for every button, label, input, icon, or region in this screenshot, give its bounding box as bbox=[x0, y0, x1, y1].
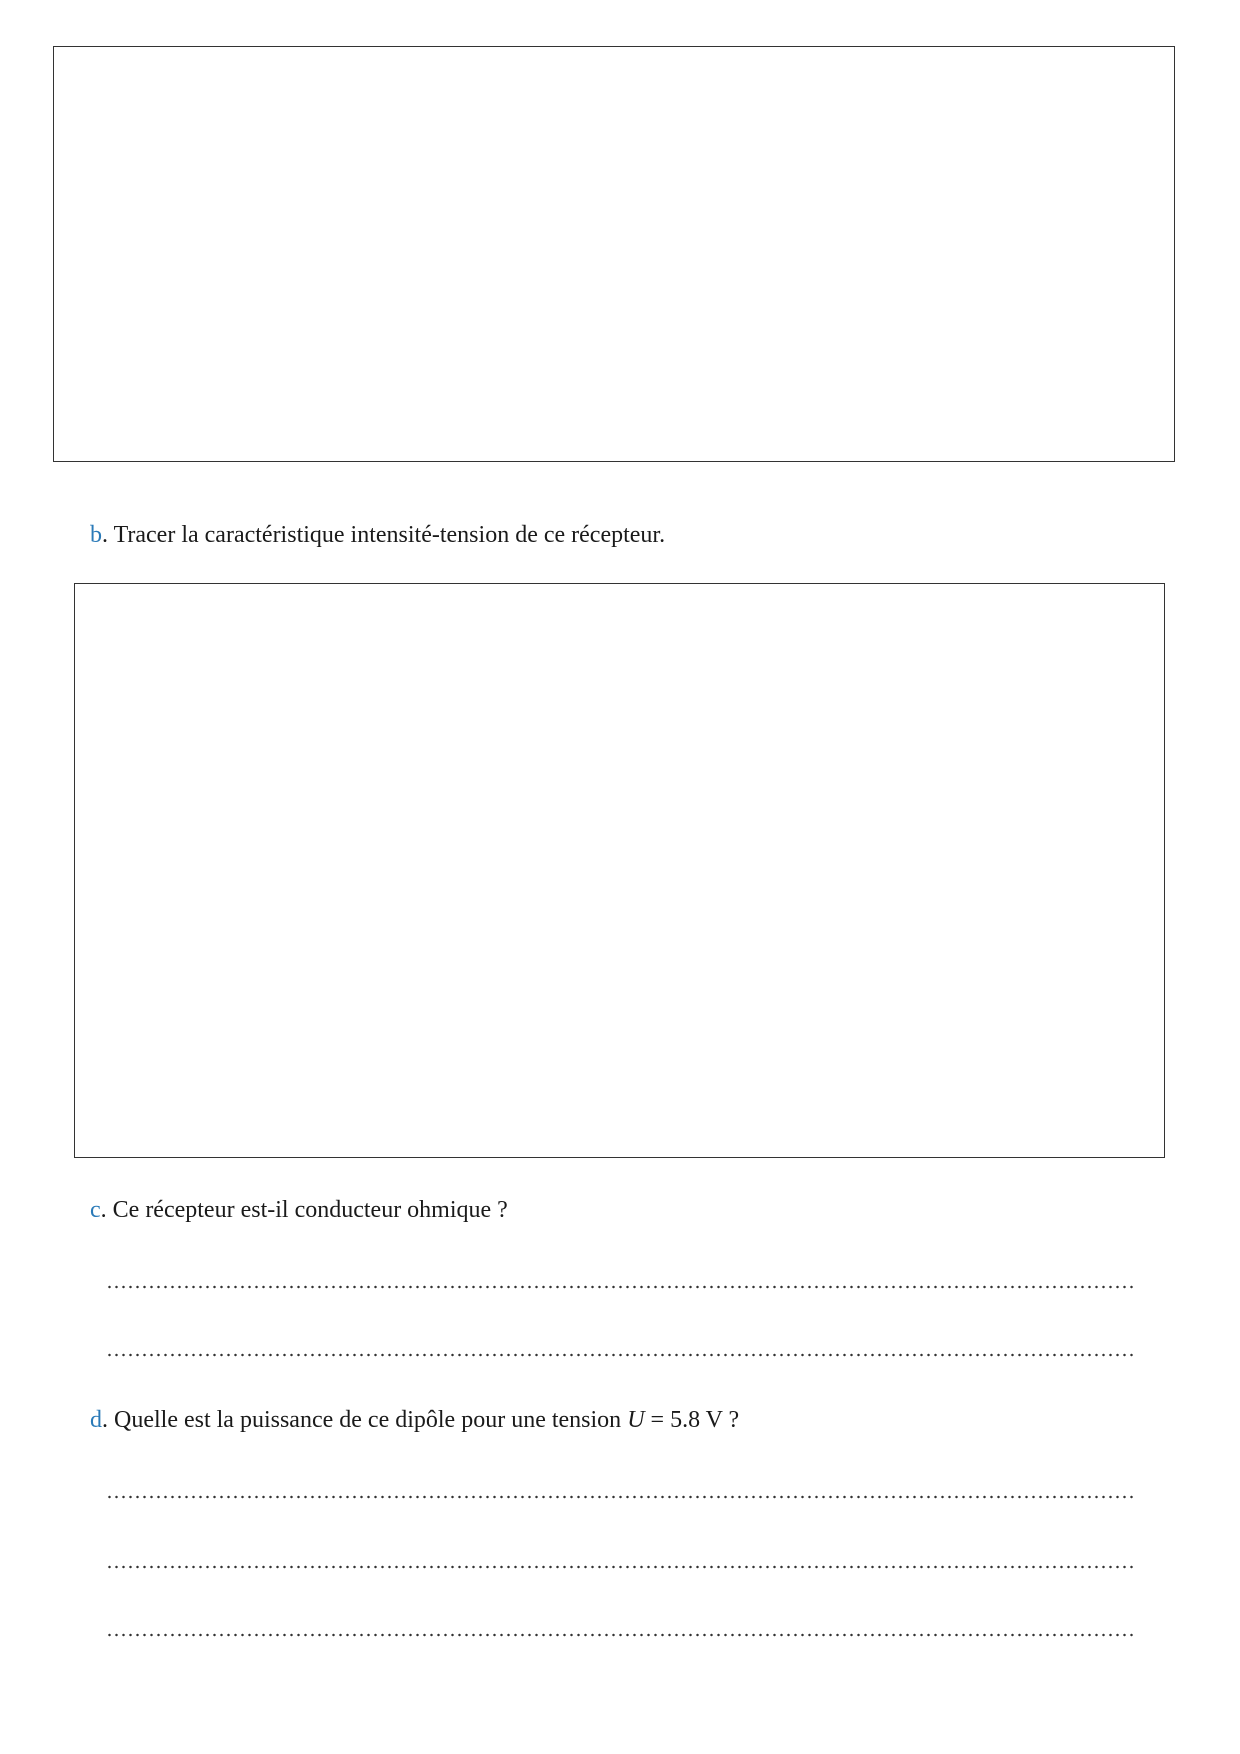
answer-line-d-1[interactable] bbox=[106, 1495, 1134, 1499]
question-b bbox=[90, 520, 665, 550]
question-d-text-after: = 5.8 V ? bbox=[644, 1407, 740, 1433]
question-b-text: . Tracer la caractéristique intensité-tension de ce récepteur. bbox=[102, 522, 666, 548]
answer-line-d-3[interactable] bbox=[106, 1633, 1134, 1637]
question-c-letter: c bbox=[90, 1197, 101, 1223]
question-d bbox=[90, 1405, 739, 1435]
answer-box-a[interactable] bbox=[53, 46, 1175, 462]
question-c-text: . Ce récepteur est-il conducteur ohmique ? bbox=[100, 1197, 508, 1223]
answer-line-c-1[interactable] bbox=[106, 1285, 1134, 1289]
question-d-variable: U bbox=[627, 1407, 645, 1433]
question-b-letter: b bbox=[90, 522, 102, 548]
question-d-text-before: . Quelle est la puissance de ce dipôle pour une tension bbox=[102, 1407, 628, 1433]
question-c bbox=[90, 1195, 508, 1225]
graph-box-b[interactable] bbox=[74, 583, 1165, 1158]
answer-line-c-2[interactable] bbox=[106, 1353, 1134, 1357]
answer-line-d-2[interactable] bbox=[106, 1565, 1134, 1569]
question-d-letter: d bbox=[90, 1407, 102, 1433]
